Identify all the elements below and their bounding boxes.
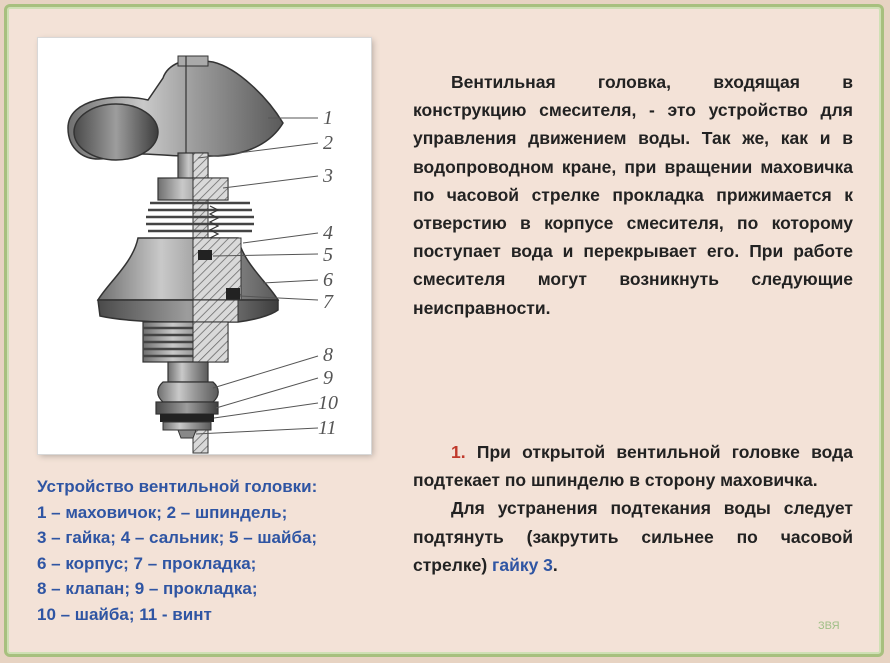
callout-7: 7 xyxy=(323,291,333,313)
callout-5: 5 xyxy=(323,244,333,266)
fault-1-number: 1. xyxy=(451,442,466,462)
description-text: Вентильная головка, входящая в конструкцию смесителя, - это устройство для управления движением воды. Так же, как и в водопроводном кране, при вращении маховичка по часовой стрелке прокладка прижимается к отверстию в корпусе смесителя, по которому поступает вода и перекрывает его. При работе смесителя могут возникнуть следующие неисправности. xyxy=(413,72,853,318)
fault-1-paragraph xyxy=(413,438,853,494)
figure-caption xyxy=(37,474,377,627)
caption-line: 10 – шайба; 11 - винт xyxy=(37,604,212,624)
fault-1-section xyxy=(413,438,853,579)
caption-line: 8 – клапан; 9 – прокладка; xyxy=(37,579,258,598)
callout-2: 2 xyxy=(323,132,333,154)
description-paragraph xyxy=(413,68,853,322)
callout-4: 4 xyxy=(323,222,333,244)
callout-10: 10 xyxy=(318,392,338,414)
callout-3: 3 xyxy=(323,165,333,187)
fault-1-text: При открытой вентильной головке вода подтекает по шпинделю в сторону маховичка. xyxy=(413,442,853,491)
caption-line: 3 – гайка; 4 – сальник; 5 – шайба; xyxy=(37,528,318,547)
valve-head-figure xyxy=(38,38,371,454)
author-signature: ЗВЯ xyxy=(818,620,840,632)
fault-1-fix-end: . xyxy=(552,554,558,575)
callout-6: 6 xyxy=(323,269,333,291)
callout-8: 8 xyxy=(323,344,333,366)
callout-9: 9 xyxy=(323,367,333,389)
caption-line: 6 – корпус; 7 – прокладка; xyxy=(37,553,257,573)
fault-1-fix-paragraph xyxy=(413,494,853,579)
callout-1: 1 xyxy=(323,107,333,129)
caption-title: Устройство вентильной головки: xyxy=(37,477,318,496)
fault-1-fix-text: Для устранения подтекания воды следует подтянуть (закрутить сильнее по часовой стрелке) xyxy=(413,498,853,575)
callout-11: 11 xyxy=(318,417,337,439)
caption-line: 1 – маховичок; 2 – шпиндель; xyxy=(37,502,288,522)
nut-3-highlight: гайку 3 xyxy=(492,554,553,575)
